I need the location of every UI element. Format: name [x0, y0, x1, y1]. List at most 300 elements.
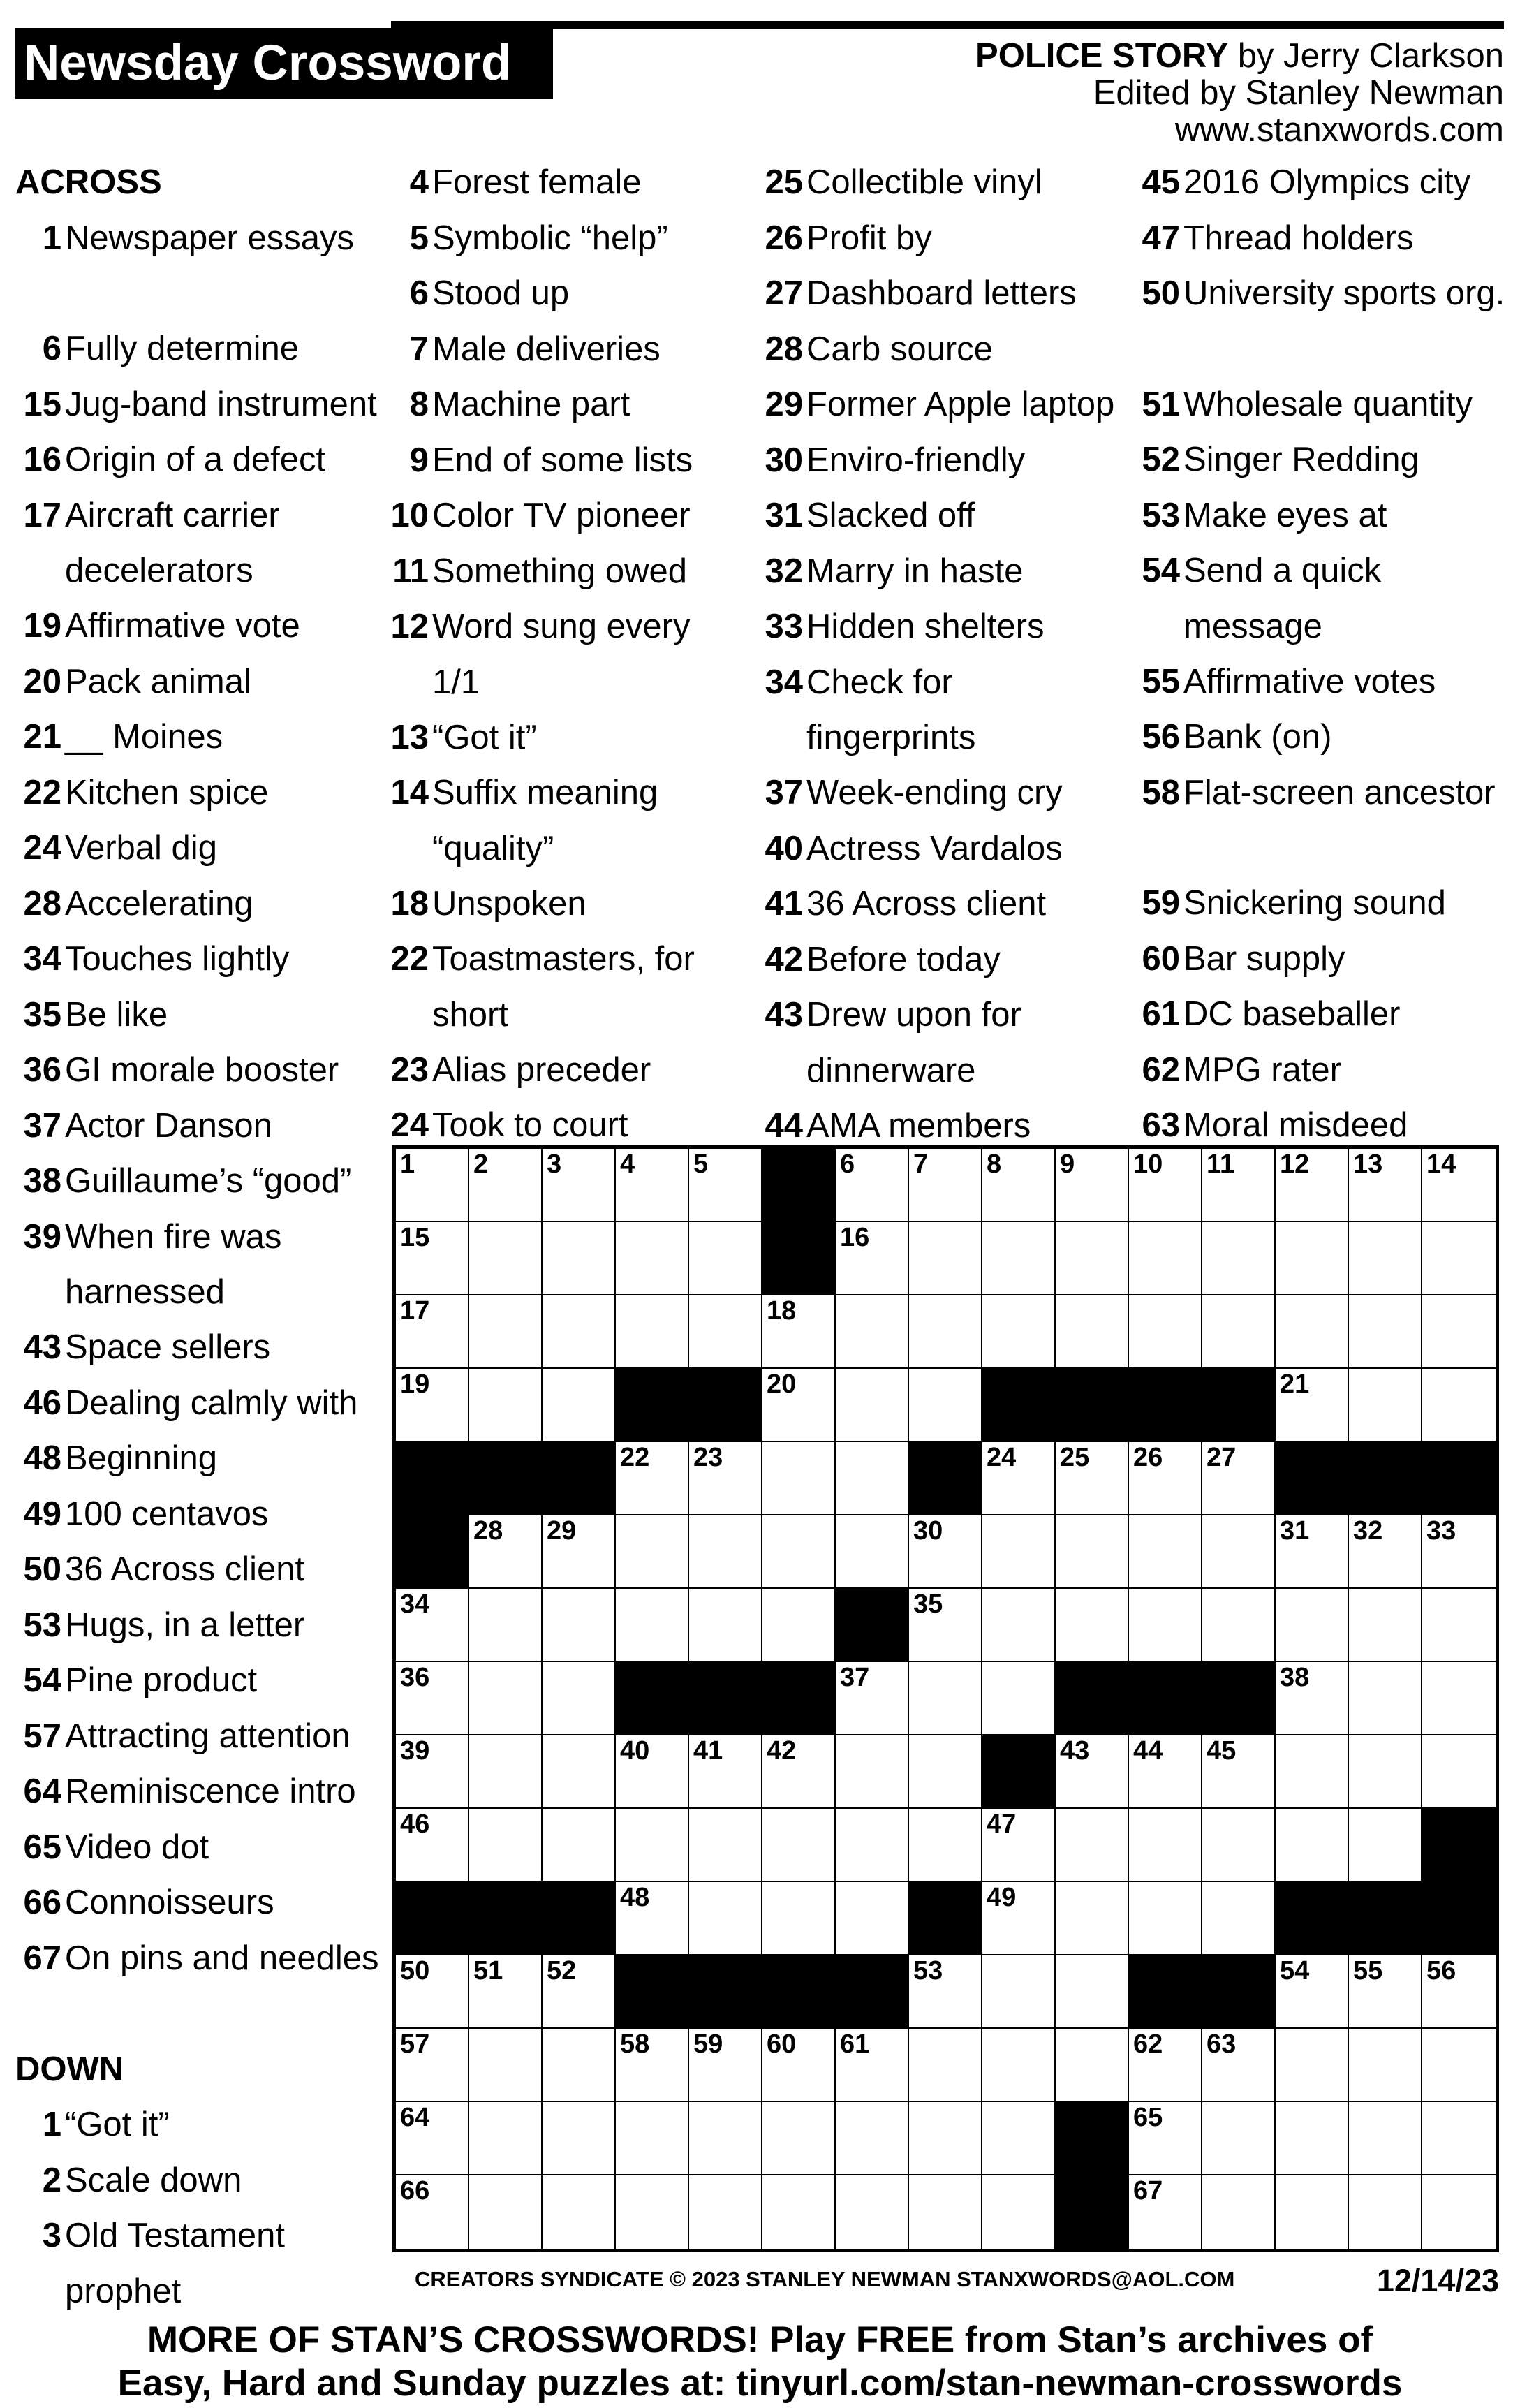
grid-cell[interactable] — [1056, 1882, 1129, 1955]
grid-cell[interactable] — [689, 1589, 762, 1662]
grid-cell[interactable] — [1129, 1515, 1202, 1589]
grid-cell[interactable] — [396, 1809, 469, 1882]
down-clue[interactable] — [383, 599, 732, 710]
down-clue[interactable] — [1134, 654, 1511, 710]
cell-number: 10 — [1133, 1150, 1163, 1179]
across-clue[interactable] — [15, 876, 378, 932]
down-clue[interactable] — [383, 155, 732, 211]
copyright-credit: CREATORS SYNDICATE © 2023 STANLEY NEWMAN STANXWORDS@AOL.COM — [415, 2267, 1235, 2291]
down-clue[interactable] — [383, 1043, 732, 1099]
across-clue[interactable] — [15, 1598, 378, 1654]
black-square — [1422, 1442, 1496, 1515]
grid-cell[interactable] — [1056, 1955, 1129, 2029]
clue-text: __ Moines — [65, 718, 223, 756]
grid-cell[interactable] — [836, 1149, 909, 1222]
grid-cell[interactable] — [616, 1515, 689, 1589]
grid-cell[interactable] — [1276, 1809, 1349, 1882]
grid-cell[interactable] — [1056, 1809, 1129, 1882]
grid-cell[interactable] — [1056, 1295, 1129, 1369]
down-clue[interactable] — [1134, 876, 1511, 932]
grid-cell[interactable] — [909, 1222, 982, 1295]
down-clue[interactable] — [757, 211, 1120, 267]
across-clue[interactable] — [15, 710, 378, 765]
down-clue[interactable] — [757, 765, 1120, 821]
grid-cell[interactable] — [1129, 1882, 1202, 1955]
grid-cell[interactable] — [616, 2102, 689, 2175]
grid-cell[interactable] — [836, 2175, 909, 2249]
grid-cell[interactable] — [1202, 2175, 1276, 2249]
grid-cell[interactable] — [762, 1882, 836, 1955]
grid-cell[interactable] — [396, 1295, 469, 1369]
grid-cell[interactable] — [1202, 1222, 1276, 1295]
grid-cell[interactable] — [469, 1955, 543, 2029]
across-clue[interactable] — [15, 1154, 378, 1210]
cell-number: 24 — [987, 1443, 1017, 1472]
down-clue[interactable] — [757, 932, 1120, 988]
grid-cell[interactable] — [396, 1589, 469, 1662]
grid-cell[interactable] — [1129, 1589, 1202, 1662]
grid-cell[interactable] — [1129, 1809, 1202, 1882]
cell-number: 12 — [1280, 1150, 1310, 1179]
down-clue[interactable] — [757, 988, 1120, 1099]
clue-text: Actress Vardalos — [806, 829, 1063, 867]
grid-cell[interactable] — [909, 1149, 982, 1222]
cell-number: 59 — [693, 2029, 723, 2059]
grid-cell[interactable] — [836, 1735, 909, 1809]
across-clue[interactable] — [15, 932, 378, 988]
black-square — [1349, 1882, 1422, 1955]
black-square — [543, 1442, 616, 1515]
down-clue[interactable] — [757, 266, 1120, 322]
grid-cell[interactable] — [616, 1589, 689, 1662]
grid-cell[interactable] — [762, 1442, 836, 1515]
grid-cell[interactable] — [689, 1149, 762, 1222]
grid-cell[interactable] — [616, 1149, 689, 1222]
down-clue[interactable] — [383, 932, 732, 1043]
grid-cell[interactable] — [982, 2175, 1056, 2249]
clue-text: Kitchen spice — [65, 773, 269, 812]
across-clue[interactable] — [15, 1376, 378, 1432]
grid-cell[interactable] — [469, 1222, 543, 1295]
down-clue[interactable] — [1134, 211, 1511, 267]
grid-cell[interactable] — [982, 2102, 1056, 2175]
grid-cell[interactable] — [836, 1222, 909, 1295]
grid-cell[interactable] — [1422, 1295, 1496, 1369]
grid-cell[interactable] — [396, 1222, 469, 1295]
grid-cell[interactable] — [469, 1515, 543, 1589]
black-square — [1056, 2175, 1129, 2249]
grid-cell[interactable] — [1056, 1735, 1129, 1809]
across-clue[interactable] — [15, 211, 378, 322]
grid-cell[interactable] — [1129, 1149, 1202, 1222]
down-clue[interactable] — [383, 765, 732, 876]
down-clue[interactable] — [757, 544, 1120, 600]
grid-cell[interactable] — [469, 1149, 543, 1222]
down-clue[interactable] — [383, 211, 732, 267]
clue-column-4 — [1134, 155, 1511, 1154]
grid-cell[interactable] — [1276, 1295, 1349, 1369]
grid-cell[interactable] — [543, 1369, 616, 1442]
grid-cell[interactable] — [1202, 1295, 1276, 1369]
down-clue[interactable] — [757, 433, 1120, 489]
grid-cell[interactable] — [1349, 1515, 1422, 1589]
across-clue[interactable] — [15, 1764, 378, 1820]
cell-number: 11 — [1207, 1150, 1235, 1179]
grid-cell[interactable] — [543, 2029, 616, 2102]
grid-cell[interactable] — [1422, 1735, 1496, 1809]
across-clue[interactable] — [15, 1487, 378, 1543]
grid-cell[interactable] — [909, 1809, 982, 1882]
clue-number: 11 — [392, 552, 429, 590]
grid-cell[interactable] — [982, 1442, 1056, 1515]
grid-cell[interactable] — [1276, 1735, 1349, 1809]
black-square — [1056, 2102, 1129, 2175]
grid-cell[interactable] — [909, 1735, 982, 1809]
grid-cell[interactable] — [1349, 2175, 1422, 2249]
grid-cell[interactable] — [1349, 1809, 1422, 1882]
across-clue[interactable] — [15, 1653, 378, 1709]
grid-cell[interactable] — [1422, 1589, 1496, 1662]
grid-cell[interactable] — [1349, 2102, 1422, 2175]
down-clue[interactable] — [383, 876, 732, 932]
grid-cell[interactable] — [396, 1955, 469, 2029]
grid-cell[interactable] — [1202, 1442, 1276, 1515]
clue-text: Aircraft carrier decelerators — [65, 496, 280, 589]
grid-cell[interactable] — [1349, 2029, 1422, 2102]
across-clue[interactable] — [15, 1709, 378, 1765]
grid-cell[interactable] — [1422, 2175, 1496, 2249]
grid-cell[interactable] — [689, 1515, 762, 1589]
grid-cell[interactable] — [1349, 1149, 1422, 1222]
grid-cell[interactable] — [982, 1295, 1056, 1369]
grid-cell[interactable] — [762, 1589, 836, 1662]
grid-cell[interactable] — [543, 1295, 616, 1369]
grid-cell[interactable] — [616, 2175, 689, 2249]
grid-cell[interactable] — [396, 1735, 469, 1809]
down-clue[interactable] — [1134, 932, 1511, 988]
clue-number: 28 — [765, 330, 803, 368]
grid-cell[interactable] — [1202, 1589, 1276, 1662]
grid-cell[interactable] — [1422, 1662, 1496, 1735]
grid-cell[interactable] — [836, 1662, 909, 1735]
grid-cell[interactable] — [616, 1442, 689, 1515]
grid-cell[interactable] — [1349, 1735, 1422, 1809]
grid-cell[interactable] — [836, 1515, 909, 1589]
grid-cell[interactable] — [689, 1295, 762, 1369]
grid-cell[interactable] — [762, 1735, 836, 1809]
down-clue[interactable] — [757, 155, 1120, 211]
grid-cell[interactable] — [1349, 1222, 1422, 1295]
black-square — [1056, 1369, 1129, 1442]
grid-cell[interactable] — [1349, 1955, 1422, 2029]
grid-cell[interactable] — [762, 1295, 836, 1369]
grid-cell[interactable] — [836, 1809, 909, 1882]
grid-cell[interactable] — [396, 1149, 469, 1222]
grid-cell[interactable] — [909, 1295, 982, 1369]
down-clue[interactable] — [757, 322, 1120, 378]
grid-cell[interactable] — [469, 1369, 543, 1442]
clue-text: Flat-screen ancestor — [1183, 773, 1496, 812]
grid-cell[interactable] — [396, 2175, 469, 2249]
grid-cell[interactable] — [689, 2102, 762, 2175]
grid-cell[interactable] — [616, 1809, 689, 1882]
across-clue[interactable] — [15, 599, 378, 654]
grid-cell[interactable] — [543, 2102, 616, 2175]
grid-cell[interactable] — [616, 1735, 689, 1809]
grid-cell[interactable] — [982, 1149, 1056, 1222]
grid-cell[interactable] — [1056, 1515, 1129, 1589]
grid-cell[interactable] — [1129, 1735, 1202, 1809]
down-clue[interactable] — [383, 710, 732, 766]
grid-cell[interactable] — [1276, 2175, 1349, 2249]
down-clue[interactable] — [1134, 155, 1511, 211]
grid-cell[interactable] — [689, 2029, 762, 2102]
grid-cell[interactable] — [1202, 1735, 1276, 1809]
down-clue[interactable] — [757, 655, 1120, 766]
grid-cell[interactable] — [616, 1882, 689, 1955]
grid-cell[interactable] — [1129, 2102, 1202, 2175]
down-clue[interactable] — [757, 599, 1120, 655]
grid-cell[interactable] — [1129, 1295, 1202, 1369]
grid-cell[interactable] — [982, 1809, 1056, 1882]
grid-cell[interactable] — [1422, 1369, 1496, 1442]
grid-cell[interactable] — [469, 1295, 543, 1369]
grid-cell[interactable] — [689, 1222, 762, 1295]
across-clue[interactable] — [15, 988, 378, 1043]
grid-cell[interactable] — [543, 1955, 616, 2029]
grid-cell[interactable] — [982, 1662, 1056, 1735]
grid-cell[interactable] — [1276, 1955, 1349, 2029]
down-clue[interactable] — [757, 377, 1120, 433]
black-square — [396, 1882, 469, 1955]
crossword-grid[interactable] — [392, 1145, 1499, 2252]
across-clue[interactable] — [15, 1542, 378, 1598]
across-clue[interactable] — [15, 1431, 378, 1487]
across-clue[interactable] — [15, 821, 378, 876]
down-clue[interactable] — [383, 322, 732, 378]
puzzle-site[interactable]: www.stanxwords.com — [1174, 111, 1504, 149]
grid-cell[interactable] — [616, 1222, 689, 1295]
clue-number: 15 — [23, 385, 61, 423]
down-clue[interactable] — [1134, 488, 1511, 544]
grid-cell[interactable] — [1129, 1222, 1202, 1295]
grid-cell[interactable] — [543, 1149, 616, 1222]
grid-cell[interactable] — [396, 2102, 469, 2175]
grid-cell[interactable] — [1276, 1222, 1349, 1295]
across-clue[interactable] — [15, 432, 378, 488]
grid-cell[interactable] — [1129, 2029, 1202, 2102]
grid-cell[interactable] — [1056, 1149, 1129, 1222]
grid-cell[interactable] — [836, 1442, 909, 1515]
grid-cell[interactable] — [469, 1809, 543, 1882]
grid-cell[interactable] — [689, 1809, 762, 1882]
across-clue[interactable] — [15, 488, 378, 599]
clue-text: Old Testament prophet — [65, 2217, 286, 2310]
grid-cell[interactable] — [762, 2102, 836, 2175]
clue-text: Forest female — [432, 163, 642, 201]
grid-cell[interactable] — [909, 1662, 982, 1735]
grid-cell[interactable] — [1276, 1662, 1349, 1735]
down-clue[interactable] — [1134, 543, 1511, 654]
grid-cell[interactable] — [982, 1222, 1056, 1295]
grid-cell[interactable] — [762, 2175, 836, 2249]
grid-cell[interactable] — [543, 1589, 616, 1662]
grid-cell[interactable] — [909, 2102, 982, 2175]
grid-cell[interactable] — [1202, 2102, 1276, 2175]
grid-cell[interactable] — [909, 1589, 982, 1662]
clue-text: Hidden shelters — [806, 608, 1045, 645]
grid-cell[interactable] — [1276, 2029, 1349, 2102]
down-clue[interactable] — [383, 544, 732, 600]
grid-cell[interactable] — [1202, 2029, 1276, 2102]
grid-cell[interactable] — [836, 2029, 909, 2102]
grid-cell[interactable] — [1276, 1589, 1349, 1662]
across-clue[interactable] — [15, 1099, 378, 1154]
grid-cell[interactable] — [1129, 1442, 1202, 1515]
grid-cell[interactable] — [1202, 1515, 1276, 1589]
grid-cell[interactable] — [1349, 1589, 1422, 1662]
grid-cell[interactable] — [909, 1955, 982, 2029]
grid-cell[interactable] — [396, 2029, 469, 2102]
grid-cell[interactable] — [1349, 1295, 1422, 1369]
down-clue[interactable] — [383, 266, 732, 322]
down-clue[interactable] — [1134, 432, 1511, 488]
grid-cell[interactable] — [1349, 1662, 1422, 1735]
grid-cell[interactable] — [469, 2102, 543, 2175]
down-clue[interactable] — [757, 488, 1120, 544]
grid-cell[interactable] — [469, 1735, 543, 1809]
grid-cell[interactable] — [469, 2029, 543, 2102]
clue-number: 6 — [409, 274, 429, 312]
grid-cell[interactable] — [1056, 1442, 1129, 1515]
grid-cell[interactable] — [909, 2029, 982, 2102]
down-clue[interactable] — [15, 2208, 378, 2319]
grid-cell[interactable] — [1422, 2029, 1496, 2102]
clue-text: On pins and needles — [65, 1939, 379, 1977]
grid-cell[interactable] — [1276, 1149, 1349, 1222]
grid-cell[interactable] — [1276, 1515, 1349, 1589]
grid-cell[interactable] — [543, 1735, 616, 1809]
grid-cell[interactable] — [1202, 1809, 1276, 1882]
across-clue[interactable] — [15, 1320, 378, 1376]
down-clue[interactable] — [1134, 765, 1511, 876]
grid-cell[interactable] — [836, 1369, 909, 1442]
grid-cell[interactable] — [762, 1369, 836, 1442]
across-clue[interactable] — [15, 1820, 378, 1876]
across-clue[interactable] — [15, 765, 378, 821]
grid-cell[interactable] — [1056, 2029, 1129, 2102]
black-square — [1129, 1955, 1202, 2029]
grid-cell[interactable] — [469, 1662, 543, 1735]
grid-cell[interactable] — [543, 1662, 616, 1735]
grid-cell[interactable] — [982, 1955, 1056, 2029]
down-clue[interactable] — [757, 821, 1120, 877]
down-clue[interactable] — [383, 488, 732, 544]
grid-cell[interactable] — [616, 2029, 689, 2102]
grid-cell[interactable] — [762, 1809, 836, 1882]
grid-cell[interactable] — [1202, 1882, 1276, 1955]
grid-cell[interactable] — [836, 2102, 909, 2175]
grid-cell[interactable] — [836, 1882, 909, 1955]
grid-cell[interactable] — [1422, 1149, 1496, 1222]
clue-text: Took to court — [432, 1106, 628, 1144]
across-clue[interactable] — [15, 1875, 378, 1931]
across-clue[interactable] — [15, 1931, 378, 1987]
grid-cell[interactable] — [1349, 1369, 1422, 1442]
grid-cell[interactable] — [1276, 2102, 1349, 2175]
grid-cell[interactable] — [543, 1222, 616, 1295]
down-clue[interactable] — [15, 2097, 378, 2153]
black-square — [762, 1222, 836, 1295]
grid-cell[interactable] — [1129, 2175, 1202, 2249]
grid-cell[interactable] — [909, 1369, 982, 1442]
clue-number: 35 — [23, 995, 61, 1034]
grid-cell[interactable] — [543, 2175, 616, 2249]
down-clue[interactable] — [1134, 987, 1511, 1043]
grid-cell[interactable] — [396, 1662, 469, 1735]
across-clue[interactable] — [15, 377, 378, 433]
grid-cell[interactable] — [982, 1589, 1056, 1662]
grid-cell[interactable] — [689, 2175, 762, 2249]
cell-number: 30 — [913, 1516, 943, 1546]
clue-number: 53 — [23, 1606, 61, 1644]
promo-line-2: Easy, Hard and Sunday puzzles at: tinyurl.com/stan-newman-crosswords — [117, 2363, 1403, 2404]
grid-cell[interactable] — [982, 1515, 1056, 1589]
down-clue[interactable] — [1134, 1043, 1511, 1099]
grid-cell[interactable] — [762, 2029, 836, 2102]
across-clue[interactable] — [15, 654, 378, 710]
grid-cell[interactable] — [762, 1515, 836, 1589]
down-clue[interactable] — [1134, 266, 1511, 377]
grid-cell[interactable] — [982, 1882, 1056, 1955]
clue-number: 1 — [42, 219, 61, 257]
grid-cell[interactable] — [689, 1442, 762, 1515]
clue-number: 19 — [23, 607, 61, 645]
down-clue[interactable] — [383, 377, 732, 433]
grid-cell[interactable] — [1202, 1149, 1276, 1222]
grid-cell[interactable] — [836, 1295, 909, 1369]
grid-cell[interactable] — [1422, 1222, 1496, 1295]
across-clue[interactable] — [15, 321, 378, 377]
grid-cell[interactable] — [909, 1515, 982, 1589]
grid-cell[interactable] — [1056, 1589, 1129, 1662]
grid-cell[interactable] — [543, 1515, 616, 1589]
across-clue[interactable] — [15, 1043, 378, 1099]
grid-cell[interactable] — [982, 2029, 1056, 2102]
down-clue[interactable] — [757, 876, 1120, 932]
down-clue[interactable] — [383, 433, 732, 489]
down-clue[interactable] — [1134, 377, 1511, 433]
grid-cell[interactable] — [909, 2175, 982, 2249]
grid-cell[interactable] — [469, 2175, 543, 2249]
across-clue[interactable] — [15, 1210, 378, 1321]
grid-cell[interactable] — [396, 1369, 469, 1442]
clue-text: Dealing calmly with — [65, 1383, 358, 1422]
grid-cell[interactable] — [543, 1809, 616, 1882]
clue-text: Reminiscence intro — [65, 1772, 356, 1810]
grid-cell[interactable] — [1422, 2102, 1496, 2175]
grid-cell[interactable] — [689, 1735, 762, 1809]
down-clue[interactable] — [15, 2153, 378, 2209]
grid-cell[interactable] — [469, 1589, 543, 1662]
grid-cell[interactable] — [1422, 1515, 1496, 1589]
grid-cell[interactable] — [689, 1882, 762, 1955]
grid-cell[interactable] — [616, 1295, 689, 1369]
grid-cell[interactable] — [1422, 1955, 1496, 2029]
grid-cell[interactable] — [1056, 1222, 1129, 1295]
down-clue[interactable] — [1134, 710, 1511, 765]
grid-cell[interactable] — [1276, 1369, 1349, 1442]
